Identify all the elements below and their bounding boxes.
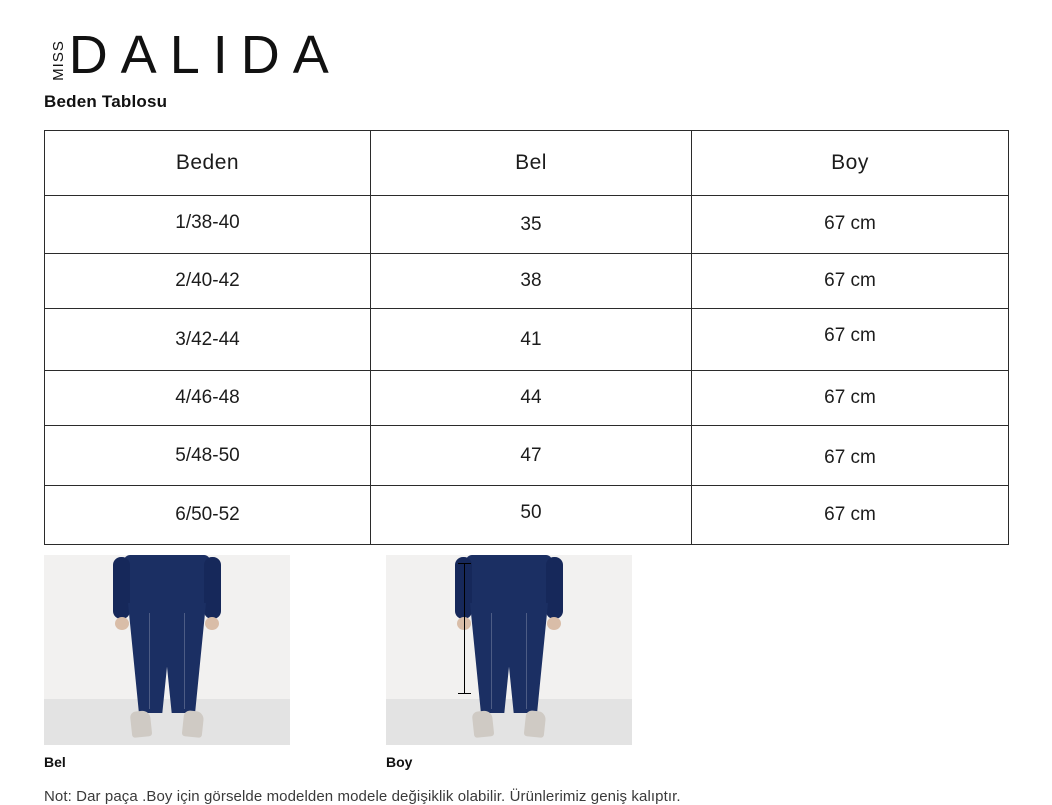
column-header-beden: Beden [45,131,371,196]
model-shoe-left [472,710,495,738]
model-top [124,555,210,607]
model-shoe-right [182,710,205,738]
measure-cap-bottom-icon [458,693,471,694]
cell-beden: 6/50-52 [45,486,371,545]
brand-logo [44,26,1008,88]
model-arm-right [546,557,563,619]
model-figure [107,555,227,745]
table-row [45,196,1009,254]
model-hand-right [205,617,219,630]
model-hand-right [547,617,561,630]
size-table [44,130,1009,545]
cell-boy: 67 cm [692,309,1009,371]
table-row [45,371,1009,426]
model-photo-boy [386,555,632,745]
measure-line-icon [464,563,465,693]
model-trousers [128,603,206,713]
cell-bel: 38 [371,254,692,309]
cell-beden: 3/42-44 [45,309,371,371]
figure-caption-boy: Boy [386,754,413,770]
cell-boy: 67 cm [692,196,1009,254]
trouser-crease-right [184,613,185,709]
figure-caption-bel: Bel [44,754,66,770]
cell-boy: 67 cm [692,254,1009,309]
cell-bel: 44 [371,371,692,426]
column-header-boy: Boy [692,131,1009,196]
note-text: Not: Dar paça .Boy için görselde modelden modele değişiklik olabilir. Ürünlerimiz geniş kalıptır. [44,788,681,805]
brand-name: DALIDA [68,25,342,85]
model-photo-bel [44,555,290,745]
table-header-row [45,131,1009,196]
cell-beden: 1/38-40 [45,196,371,254]
figure-boy [386,555,632,770]
model-arm-right [204,557,221,619]
cell-boy: 67 cm [692,371,1009,426]
cell-beden: 5/48-50 [45,426,371,486]
column-header-bel: Bel [371,131,692,196]
table-row [45,426,1009,486]
model-hand-left [115,617,129,630]
cell-bel: 35 [371,196,692,254]
table-row [45,309,1009,371]
cell-beden: 4/46-48 [45,371,371,426]
figure-bel [44,555,290,770]
model-shoe-right [524,710,547,738]
model-shoe-left [130,710,153,738]
table-row [45,254,1009,309]
model-arm-left [113,557,130,619]
page-title: Beden Tablosu [44,92,168,111]
model-top [466,555,552,607]
cell-beden: 2/40-42 [45,254,371,309]
model-figure [449,555,569,745]
cell-bel: 47 [371,426,692,486]
cell-boy: 67 cm [692,426,1009,486]
figure-gallery [44,555,1008,770]
cell-bel: 50 [371,486,692,545]
table-row [45,486,1009,545]
trouser-crease-left [491,613,492,709]
cell-bel: 41 [371,309,692,371]
brand-prefix: MISS [49,40,67,81]
trouser-crease-left [149,613,150,709]
trouser-crease-right [526,613,527,709]
cell-boy: 67 cm [692,486,1009,545]
model-trousers [470,603,548,713]
